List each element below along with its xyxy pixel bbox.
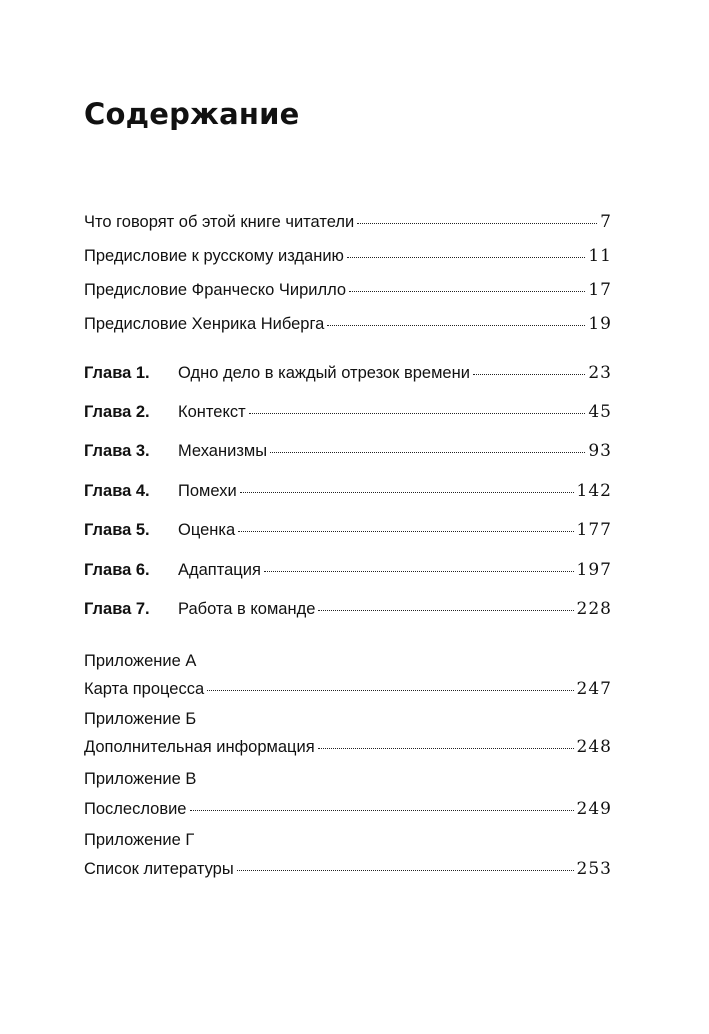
toc-entry-chapter[interactable] [84, 359, 612, 387]
toc-page-number: 93 [588, 441, 612, 461]
toc-entry-label: Адаптация [178, 561, 261, 579]
toc-entry-appendix[interactable] [84, 855, 612, 883]
toc-entry-label: Предисловие к русскому изданию [84, 247, 344, 265]
toc-entry-chapter[interactable] [84, 437, 612, 465]
toc-entry-label: Карта процесса [84, 680, 205, 698]
appendix-heading: Приложение Г [84, 831, 195, 849]
toc-page-number: 142 [576, 481, 612, 501]
dot-leader [238, 530, 573, 532]
dot-leader [237, 869, 574, 871]
dot-leader [357, 222, 597, 224]
chapter-number: Глава 5. [84, 521, 150, 539]
toc-entry-label: Контекст [178, 403, 246, 421]
toc-entry-appendix[interactable] [84, 795, 612, 823]
toc-entry-front[interactable] [84, 242, 612, 270]
toc-page-number: 249 [576, 799, 612, 819]
toc-entry-chapter[interactable] [84, 595, 612, 623]
toc-entry-appendix[interactable] [84, 733, 612, 761]
dot-leader [249, 412, 586, 414]
toc-page-number: 247 [576, 679, 612, 699]
toc-entry-chapter[interactable] [84, 516, 612, 544]
toc-entry-label: Механизмы [178, 442, 268, 460]
dot-leader [473, 373, 585, 375]
dot-leader [270, 451, 585, 453]
toc-entry-chapter[interactable] [84, 398, 612, 426]
toc-entry-label: Оценка [178, 521, 236, 539]
toc-page-number: 228 [576, 599, 612, 619]
dot-leader [327, 324, 585, 326]
toc-entry-front[interactable] [84, 208, 612, 236]
toc-page-number: 253 [576, 859, 612, 879]
toc-page-number: 23 [588, 363, 612, 383]
toc-entry-label: Послесловие [84, 800, 187, 818]
dot-leader [190, 809, 574, 811]
toc-entry-label: Дополнительная информация [84, 738, 315, 756]
dot-leader [264, 570, 574, 572]
toc-page-number: 177 [576, 520, 612, 540]
toc-entry-chapter[interactable] [84, 477, 612, 505]
chapter-number: Глава 1. [84, 364, 150, 382]
toc-entry-front[interactable] [84, 276, 612, 304]
chapter-number: Глава 6. [84, 561, 150, 579]
toc-page-number: 11 [588, 246, 612, 266]
dot-leader [318, 609, 573, 611]
toc-entry-label: Работа в команде [178, 600, 316, 618]
toc-entry-label: Что говорят об этой книге читатели [84, 213, 355, 231]
page-title: Содержание [84, 97, 300, 131]
toc-entry-front[interactable] [84, 310, 612, 338]
toc-entry-label: Помехи [178, 482, 237, 500]
toc-entry-label: Предисловие Хенрика Ниберга [84, 315, 325, 333]
chapter-number: Глава 3. [84, 442, 150, 460]
toc-page-number: 17 [588, 280, 612, 300]
toc-entry-appendix[interactable] [84, 675, 612, 703]
toc-entry-label: Одно дело в каждый отрезок времени [178, 364, 470, 382]
chapter-number: Глава 2. [84, 403, 150, 421]
toc-entry-label: Список литературы [84, 860, 234, 878]
toc-page-number: 45 [588, 402, 612, 422]
toc-page-number: 248 [576, 737, 612, 757]
dot-leader [349, 290, 585, 292]
dot-leader [347, 256, 585, 258]
dot-leader [207, 689, 573, 691]
toc-entry-chapter[interactable] [84, 556, 612, 584]
chapter-number: Глава 4. [84, 482, 150, 500]
toc-entry-label: Предисловие Франческо Чирилло [84, 281, 347, 299]
dot-leader [240, 491, 574, 493]
toc-page-number: 19 [588, 314, 612, 334]
appendix-heading: Приложение Б [84, 710, 197, 728]
toc-page-number: 7 [600, 212, 612, 232]
chapter-number: Глава 7. [84, 600, 150, 618]
toc-page-number: 197 [576, 560, 612, 580]
appendix-heading: Приложение А [84, 652, 197, 670]
appendix-heading: Приложение В [84, 770, 197, 788]
dot-leader [318, 747, 574, 749]
